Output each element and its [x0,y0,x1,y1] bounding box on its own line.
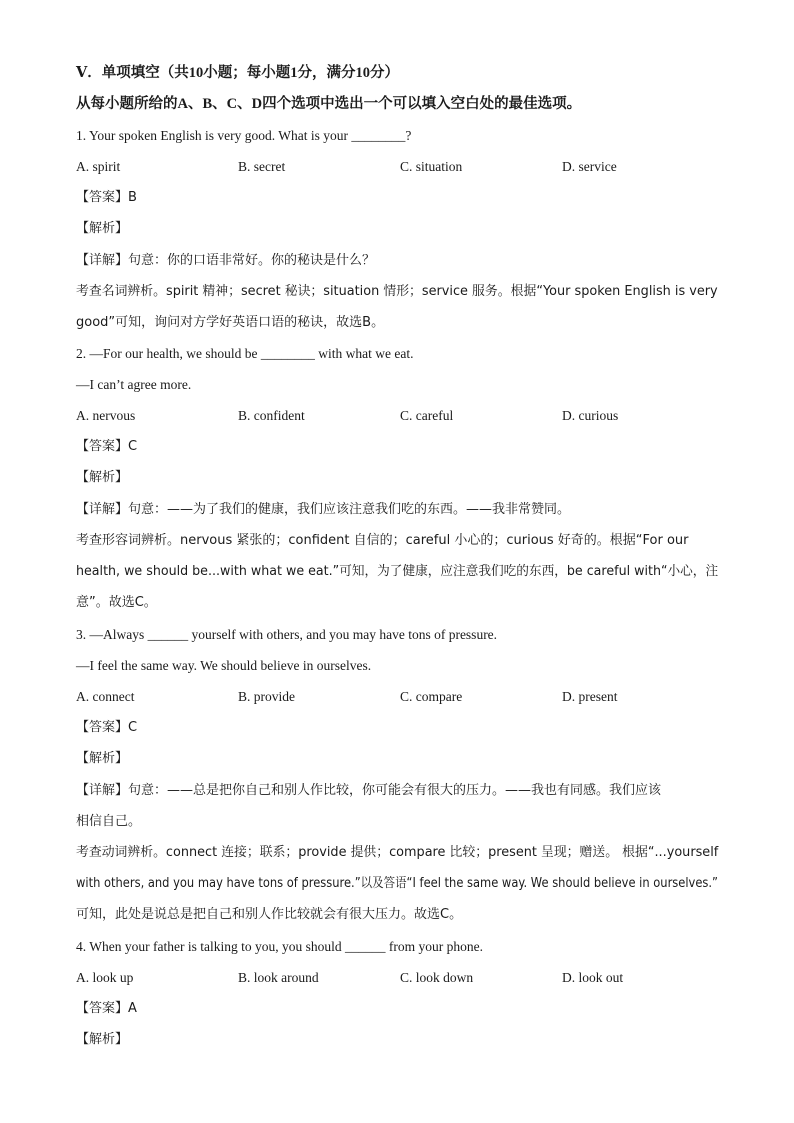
q3-reply: —I feel the same way. We should believe in ourselves. [76,658,372,673]
q3-analysis-label: 【解析】 [76,751,129,766]
q4-analysis-label: 【解析】 [76,1032,129,1047]
q3-option-d: D. present [562,689,618,704]
q4-answer: 【答案】A [76,1001,137,1016]
q1-option-c: C. situation [400,159,463,174]
q1-answer: 【答案】B [76,190,137,205]
q3-explanation-line-2: with others, and you may have tons of pressure.”以及答语“I feel the same way. We should believe in ourselves.” [76,876,718,891]
q2-detail: 【详解】句意：——为了我们的健康，我们应该注意我们吃的东西。——我非常赞同。 [76,502,571,517]
q2-answer: 【答案】C [76,439,138,454]
q2-option-b: B. confident [238,408,305,423]
q2-reply: —I can’t agree more. [76,377,192,392]
q3-option-a: A. connect [76,689,135,704]
q3-option-c: C. compare [400,689,463,704]
q2-analysis-label: 【解析】 [76,470,129,485]
q1-explanation-line-1: 考查名词辨析。spirit 精神；secret 秘诀；situation 情形；service 服务。根据“Your spoken English is very [76,284,718,299]
q2-explanation-line-3: 意”。故选C。 [76,595,157,610]
q3-explanation-line-1: 考查动词辨析。connect 连接；联系；provide 提供；compare 比较；present 呈现；赠送。 根据“...yourself [76,845,719,860]
q1-option-d: D. service [562,159,617,174]
q3-stem: 3. —Always ______ yourself with others, and you may have tons of pressure. [76,627,498,642]
q3-explanation-line-3: 可知，此处是说总是把自己和别人作比较就会有很大压力。故选C。 [76,907,463,922]
q2-option-a: A. nervous [76,408,136,423]
q3-detail-line-1: 【详解】句意：——总是把你自己和别人作比较，你可能会有很大的压力。——我也有同感。我们应该 [76,783,662,798]
q1-option-a: A. spirit [76,159,121,174]
q2-option-c: C. careful [400,408,454,423]
q4-option-c: C. look down [400,970,474,985]
q4-option-b: B. look around [238,970,319,985]
q1-stem: 1. Your spoken English is very good. What is your ________? [76,128,412,143]
q4-option-d: D. look out [562,970,624,985]
q1-detail: 【详解】句意：你的口语非常好。你的秘诀是什么？ [76,253,376,268]
q1-explanation-line-2: good”可知，询问对方学好英语口语的秘诀，故选B。 [76,315,385,330]
q3-detail-line-2: 相信自己。 [76,814,142,829]
q2-stem: 2. —For our health, we should be ________ with what we eat. [76,346,414,361]
q2-explanation-line-2: health, we should be...with what we eat.”可知，为了健康，应注意我们吃的东西，be careful with“小心，注 [76,564,719,579]
q1-option-b: B. secret [238,159,286,174]
section-instruction: 从每小题所给的A、B、C、D四个选项中选出一个可以填入空白处的最佳选项。 [76,96,582,112]
q4-option-a: A. look up [76,970,134,985]
q3-answer: 【答案】C [76,720,138,735]
section-title: Ⅴ．单项填空（共10小题；每小题1分，满分10分） [76,65,399,81]
q4-stem: 4. When your father is talking to you, you should ______ from your phone. [76,939,483,954]
q3-option-b: B. provide [238,689,295,704]
q2-option-d: D. curious [562,408,619,423]
q2-explanation-line-1: 考查形容词辨析。nervous 紧张的；confident 自信的；careful 小心的；curious 好奇的。根据“For our [76,533,689,548]
q1-analysis-label: 【解析】 [76,221,129,236]
